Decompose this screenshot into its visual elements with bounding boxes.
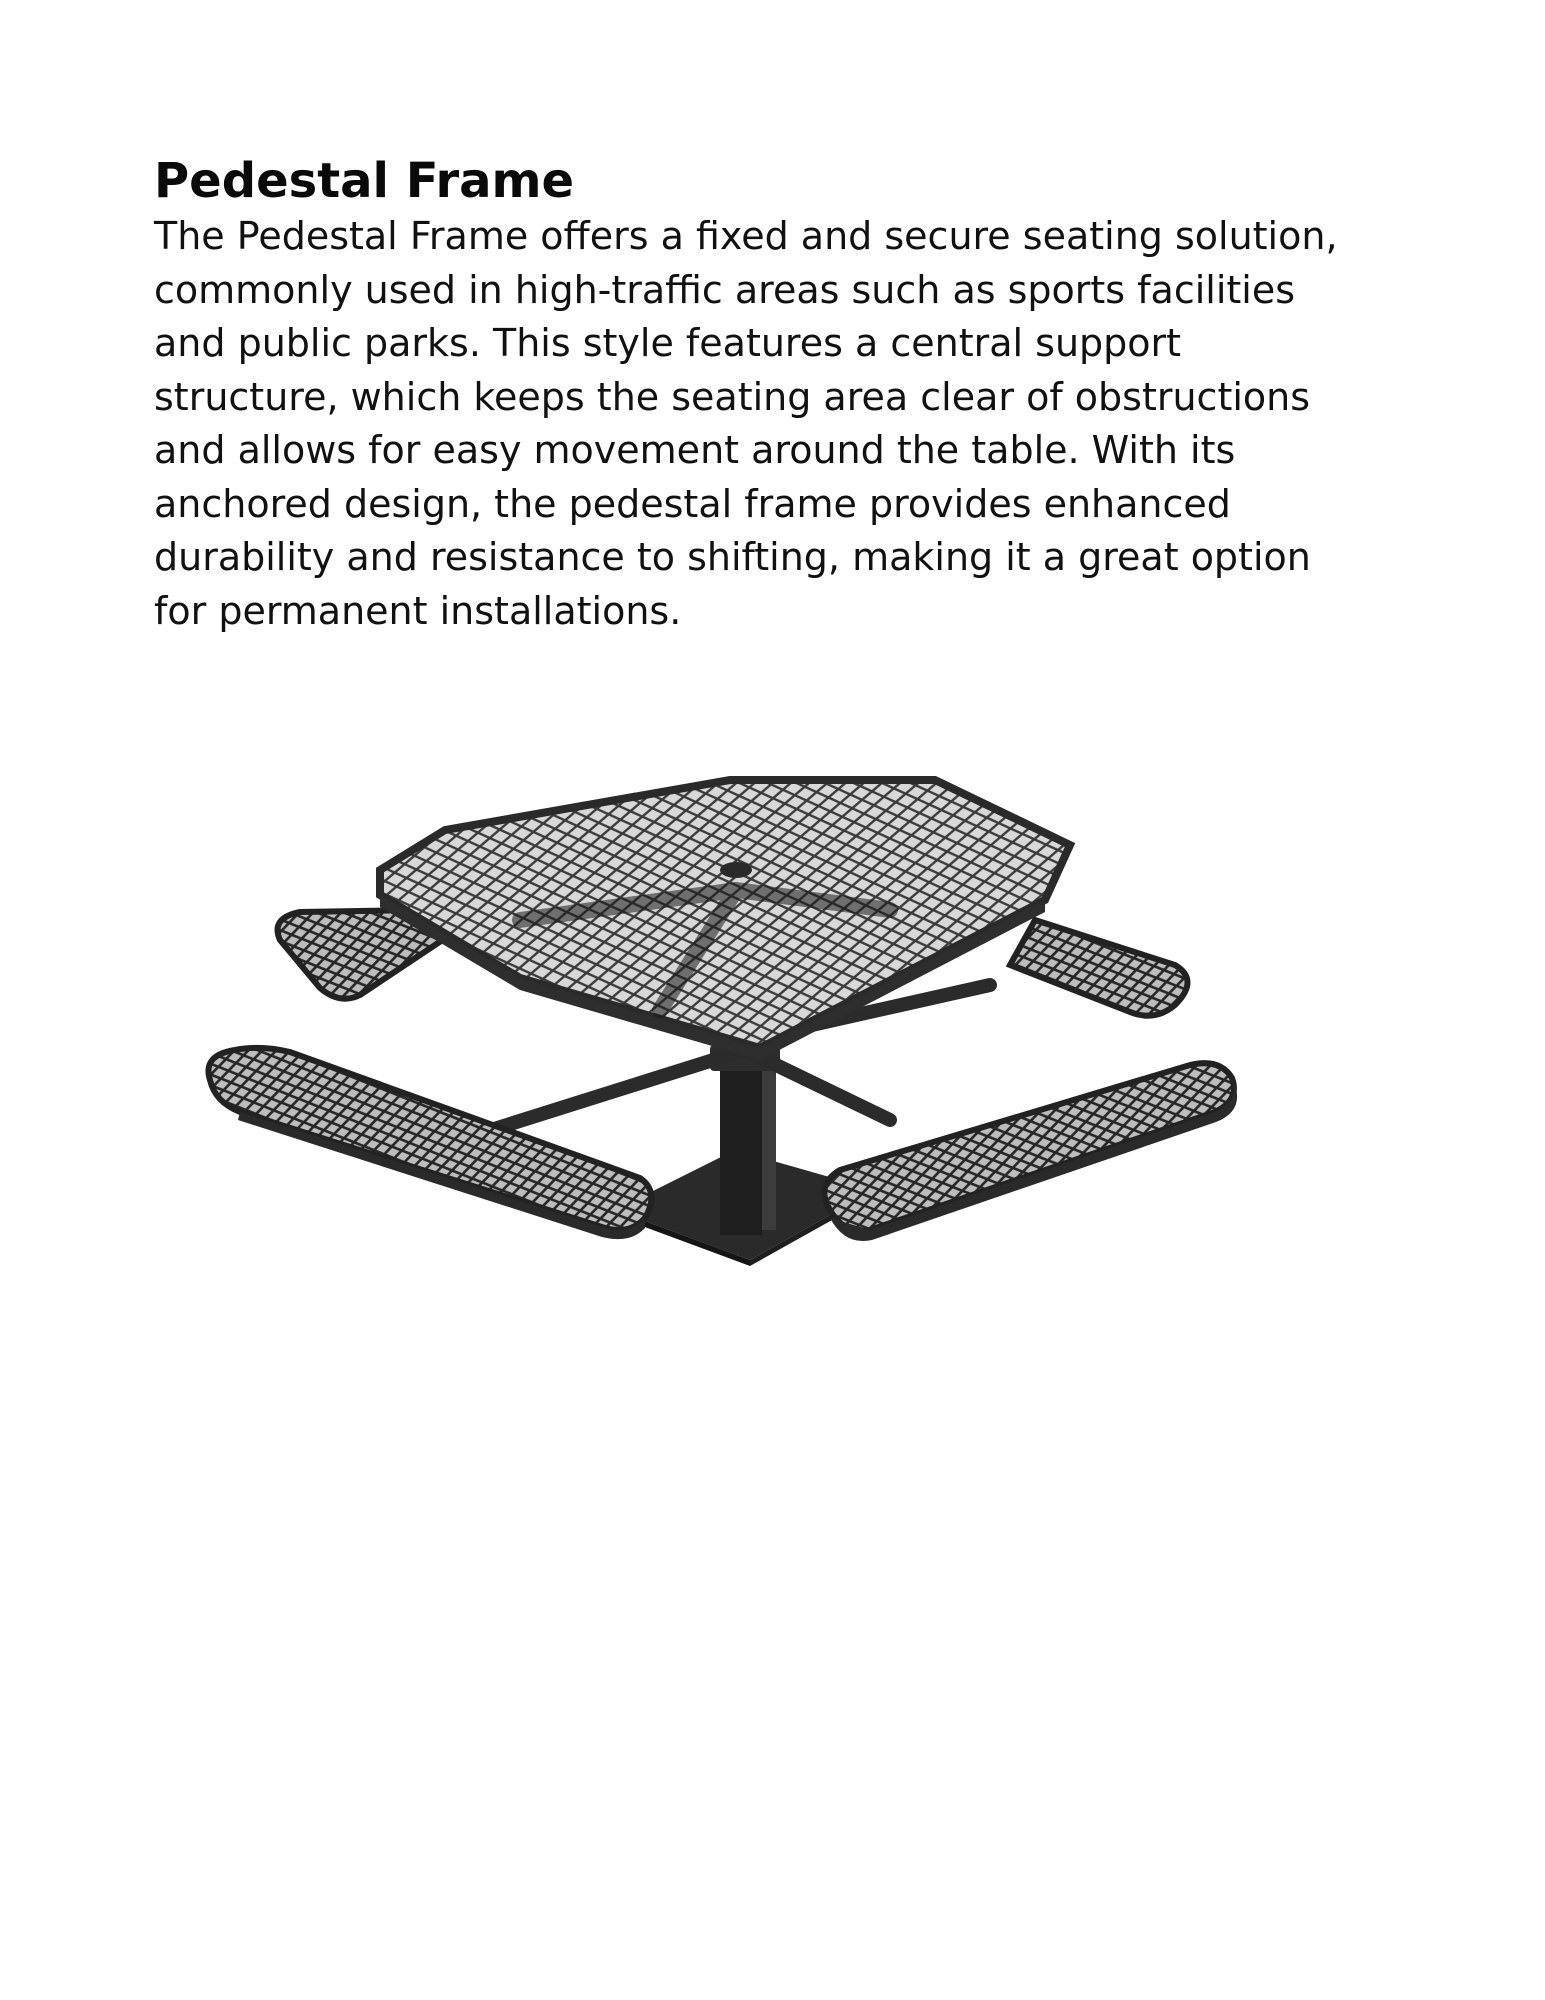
table-top (380, 780, 1070, 1060)
section-title: Pedestal Frame (154, 153, 575, 209)
section-description: The Pedestal Frame offers a fixed and secure seating solution, commonly used in high-traffic areas such as sports facilities and public parks. This style features a central support structure, which keeps the seating area clear of obstructions and allows for easy movement around the table. With its anchored design, the pedestal frame provides enhanced durability and resistance to shifting, making it a great option for permanent installations. (154, 214, 1338, 633)
table-drawing (190, 760, 1330, 1320)
bench-front-left (208, 1048, 651, 1239)
bench-back-right (1010, 920, 1188, 1016)
document-section (154, 150, 1354, 638)
pedestal-post (710, 1045, 780, 1235)
pedestal-table-illustration (190, 760, 1330, 1320)
bench-front-right (824, 1063, 1237, 1241)
